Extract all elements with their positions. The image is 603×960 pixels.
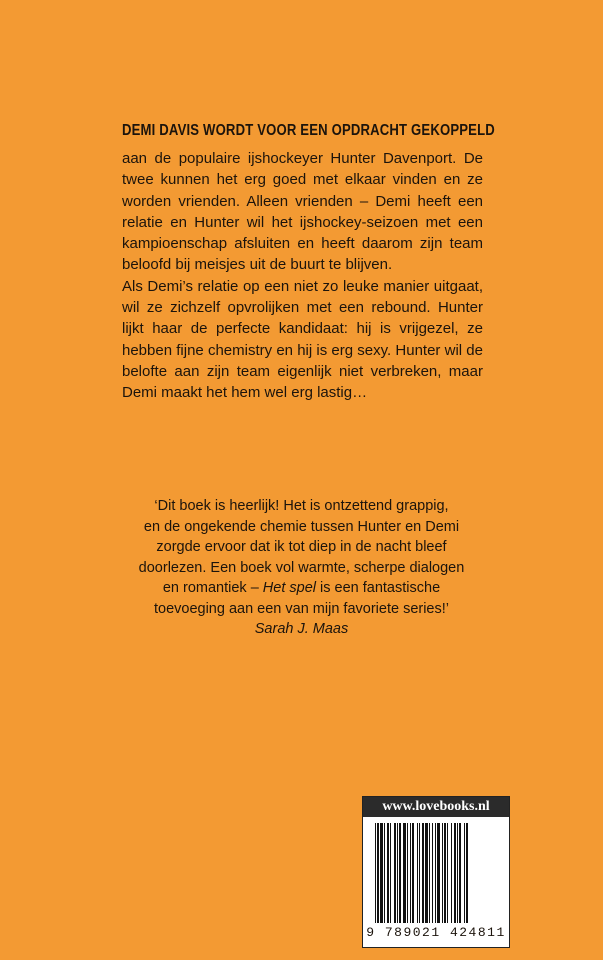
barcode-bar	[442, 823, 443, 923]
barcode-bar	[380, 823, 383, 923]
blurb-paragraph-2: Als Demi’s relatie op een niet zo leuke manier uitgaat, wil ze zichzelf opvrolijken met een rebound. Hunter lijkt haar de perfecte kandidaat: hij is vrijgezel, ze hebben fijne chemistry en hij is erg sexy. Hunter wil de belofte aan zijn team eigenlijk niet verbreken, maar Demi maakt het hem wel erg lastig…	[122, 277, 483, 402]
quote-line: zorgde ervoor dat ik tot diep in de nacht bleef	[156, 539, 447, 555]
barcode-bar	[444, 823, 446, 923]
barcode-bar	[429, 823, 430, 923]
review-quote	[0, 496, 603, 640]
barcode-bar	[387, 823, 389, 923]
blurb-text	[122, 148, 483, 404]
barcode-bar	[417, 823, 418, 923]
isbn-number: 9 789021 424811	[366, 925, 506, 940]
barcode-bar	[437, 823, 440, 923]
barcode-bar	[394, 823, 396, 923]
barcode-bar	[457, 823, 458, 923]
barcode-bar	[390, 823, 391, 923]
barcode-bar	[412, 823, 414, 923]
barcode-bar	[419, 823, 420, 923]
quote-text: en romantiek –	[162, 580, 263, 596]
barcode-bar	[410, 823, 411, 923]
barcode-panel	[362, 796, 510, 948]
barcode-bar	[466, 823, 468, 923]
quote-text: is een fantastische	[316, 580, 441, 596]
barcode-bar	[397, 823, 398, 923]
barcode-bar	[454, 823, 456, 923]
barcode-bar	[464, 823, 465, 923]
barcode-bar	[451, 823, 452, 923]
quote-line: toevoeging aan een van mijn favoriete series!’	[153, 600, 449, 617]
blurb-heading: DEMI DAVIS WORDT VOOR EEN OPDRACHT GEKOPPELD	[122, 122, 495, 139]
quote-line: en de ongekende chemie tussen Hunter en Demi	[143, 518, 460, 535]
barcode-bar	[377, 823, 379, 923]
book-title: Het spel	[262, 580, 316, 596]
barcode-bar	[403, 823, 406, 923]
barcode-bar	[432, 823, 433, 923]
barcode-bar	[375, 823, 376, 923]
barcode-bar	[459, 823, 461, 923]
barcode-bar	[447, 823, 448, 923]
blurb-paragraph-1: aan de populaire ijshockeyer Hunter Davenport. De twee kunnen het erg goed met elkaar vinden en ze worden vrienden. Alleen vrienden – Demi heeft een relatie en Hunter wil het ijshockey-seizoen met een kampioenschap afsluiten en heeft daarom zijn team beloofd bij meisjes uit de buurt te blijven.	[122, 150, 483, 274]
barcode-bar	[407, 823, 408, 923]
quote-line	[0, 578, 603, 599]
barcode-bar	[384, 823, 385, 923]
barcode-bar	[422, 823, 424, 923]
quote-line: ‘Dit boek is heerlijk! Het is ontzettend grappig,	[154, 498, 449, 514]
quote-author: Sarah J. Maas	[254, 621, 349, 637]
barcode-bar	[425, 823, 428, 923]
barcode-icon	[371, 823, 501, 923]
quote-line: doorlezen. Een boek vol warmte, scherpe dialogen	[138, 559, 465, 576]
publisher-url: www.lovebooks.nl	[363, 797, 509, 817]
barcode-bar	[399, 823, 401, 923]
barcode-bar	[435, 823, 436, 923]
